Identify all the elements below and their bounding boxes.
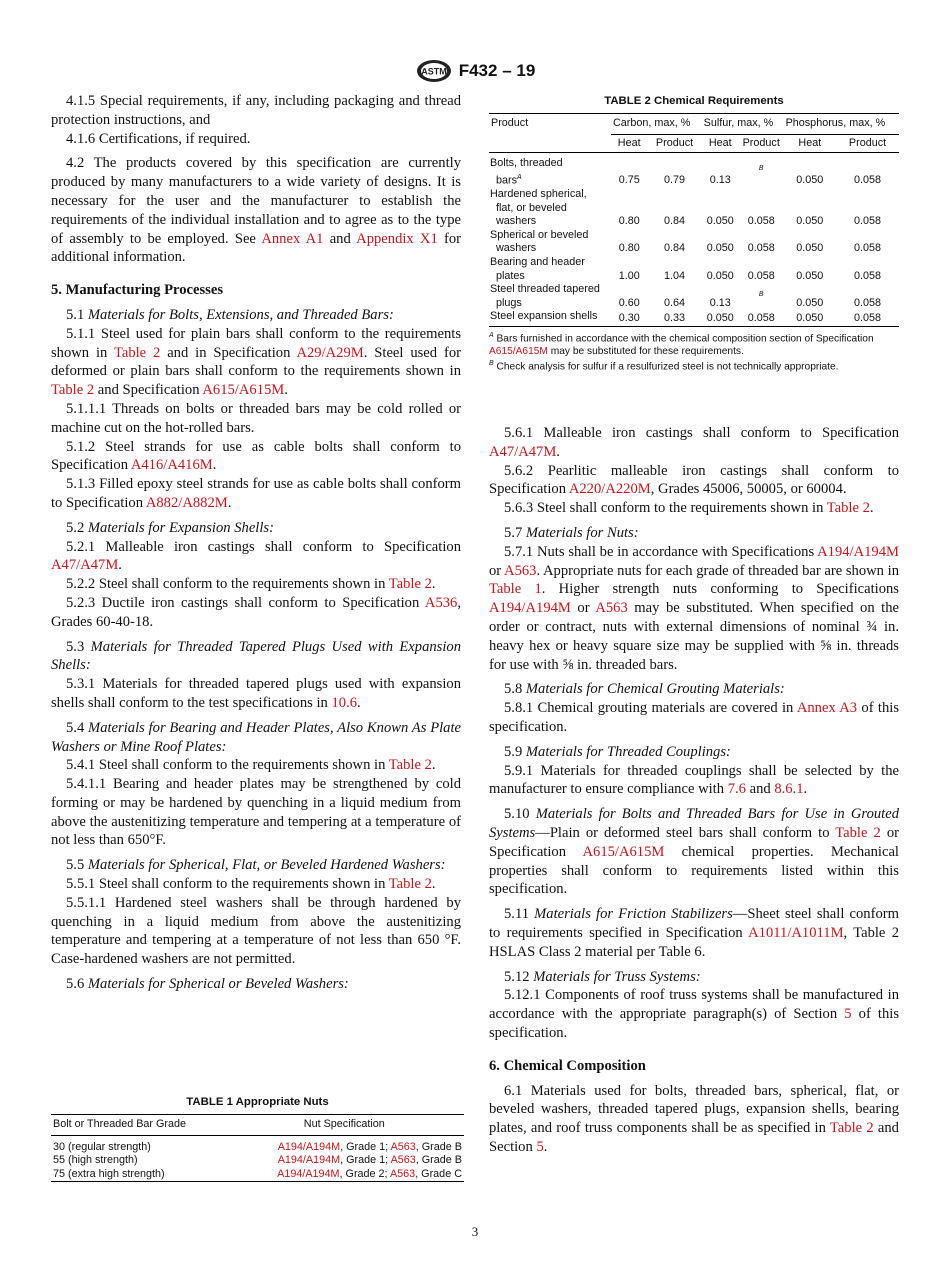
para-4-2: 4.2 The products covered by this specification are currently produced by many manufacturers to a wide variety of designs. It is necessary for the user and the manufacturer to establish the requirements of the individual installation and to agree as to the type of assembly to be employed. See Annex A1 and Appendix X1 for additional information. (51, 155, 462, 266)
table-row: Steel expansion shells 0.30 0.33 0.050 0.058 0.050 0.058 (490, 310, 882, 325)
link-a194[interactable]: A194/A194M (277, 1140, 341, 1153)
link-a563[interactable]: A563 (595, 600, 628, 617)
link-a1011[interactable]: A1011/A1011M (748, 924, 844, 941)
link-10-6[interactable]: 10.6 (331, 694, 358, 711)
para-5-8-1: 5.8.1 Chemical grouting materials are covered in Annex A3 of this specification. (489, 700, 899, 735)
table-2 (489, 95, 899, 374)
table-row: Hardened spherical, flat, or beveled washers 0.80 0.84 0.050 0.058 0.050 0.058 (490, 187, 882, 228)
table-2-header-phosphorus: Phosphorus, max, % (785, 117, 886, 129)
link-table-2[interactable]: Table 2 (826, 500, 870, 517)
para-5-12-1: 5.12.1 Components of roof truss systems shall be manufactured in accordance with the appropriate paragraph(s) of Section 5 of this specification. (489, 987, 899, 1041)
table-2-footnotes (489, 330, 899, 375)
section-6-heading: 6. Chemical Composition (489, 1057, 646, 1074)
para-5-6-3: 5.6.3 Steel shall conform to the requirements shown in Table 2. (504, 500, 874, 517)
link-a47[interactable]: A47/A47M (489, 443, 557, 460)
link-appendix-x1[interactable]: Appendix X1 (356, 230, 438, 247)
link-table-2[interactable]: Table 2 (388, 757, 432, 774)
svg-text:ASTM: ASTM (420, 66, 447, 77)
link-a563[interactable]: A563 (389, 1167, 416, 1180)
para-5-6-1: 5.6.1 Malleable iron castings shall conform to Specification A47/A47M. (489, 425, 899, 460)
para-5-9-1: 5.9.1 Materials for threaded couplings shall be selected by the manufacturer to ensure compliance with 7.6 and 8.6.1. (489, 762, 899, 798)
link-table-2[interactable]: Table 2 (829, 1120, 874, 1137)
para-5-4: 5.4 Materials for Bearing and Header Plates, Also Known As Plate Washers or Mine Roof Plates: (51, 719, 461, 755)
link-a615[interactable]: A615/A615M (489, 345, 548, 357)
table-row: 55 (high strength) A194/A194M, Grade 1; A563, Grade B (53, 1154, 462, 1167)
table-2-header-sulfur: Sulfur, max, % (703, 117, 774, 129)
page-header (0, 58, 950, 86)
document-id: F432 – 19 (458, 61, 536, 80)
para-5-1-3: 5.1.3 Filled epoxy steel strands for use as cable bolts shall conform to Specification A882/A882M. (51, 476, 461, 511)
para-5-1-2: 5.1.2 Steel strands for use as cable bolts shall conform to Specification A416/A416M. (51, 438, 461, 474)
para-5-7: 5.7 Materials for Nuts: (504, 524, 639, 541)
link-annex-a1[interactable]: Annex A1 (261, 230, 324, 247)
para-5-4-1: 5.4.1 Steel shall conform to the requirements shown in Table 2. (66, 757, 436, 774)
table-1-header-nut: Nut Specification (225, 1115, 464, 1136)
para-5-1: 5.1 Materials for Bolts, Extensions, and Threaded Bars: (66, 306, 394, 323)
para-5-2: 5.2 Materials for Expansion Shells: (66, 519, 274, 536)
link-a220[interactable]: A220/A220M (568, 481, 651, 498)
link-8-6-1[interactable]: 8.6.1 (774, 781, 804, 798)
left-column (51, 92, 461, 994)
para-5-1-1-1: 5.1.1.1 Threads on bolts or threaded bars may be cold rolled or machine cut on the hot-rolled bars. (51, 400, 461, 436)
para-5-11: 5.11 Materials for Friction Stabilizers—Sheet steel shall conform to requirements specified in Specification A1011/A1011M, Table 2 HSLAS Class 2 material per Table 6. (489, 906, 899, 960)
astm-logo-icon (415, 58, 453, 84)
para-5-2-1: 5.2.1 Malleable iron castings shall conform to Specification A47/A47M. (51, 538, 461, 574)
section-5-heading: 5. Manufacturing Processes (51, 282, 223, 299)
para-5-4-1-1: 5.4.1.1 Bearing and header plates may be strengthened by cold forming or may be hardened by quenching in a liquid medium from above the austenitizing temperature and tempering at a temperature of not less than 650°F. (51, 776, 461, 849)
link-table-2[interactable]: Table 2 (388, 876, 432, 893)
link-a882[interactable]: A882/A882M (145, 494, 228, 511)
link-a563[interactable]: A563 (390, 1140, 416, 1153)
table-row: 30 (regular strength) A194/A194M, Grade 1; A563, Grade B (53, 1140, 462, 1153)
table-2-title: TABLE 2 Chemical Requirements (604, 95, 784, 107)
link-section-5[interactable]: 5 (536, 1138, 544, 1155)
table-1-title: TABLE 1 Appropriate Nuts (186, 1096, 329, 1108)
link-annex-a3[interactable]: Annex A3 (796, 700, 858, 717)
table-2-grid: Product Carbon, max, % Sulfur, max, % Phosphorus, max, % Heat Product Heat Product Heat Product Bolts, threaded bars$^A$ 0.75 0.79 0.13 $^B$ 0.050 0.058 Hardened spherical, flat, or beveled washers 0.80 0.84 0.050 0.058 0.050 0.058 Spherical or beveled washers 0.80 0.84 0.050 0.058 0.050 0.058 Bearing and header plates 1.00 1.04 0.050 0.058 0.050 0.058 Steel threaded tapered plugs 0.60 0.64 0.13 $^B$ 0.050 0.058 Steel expansion shells 0.30 0.33 0.050 0.058 0.050 0.058 (489, 113, 899, 327)
para-5-12: 5.12 Materials for Truss Systems: (504, 968, 701, 985)
table-1-header-grade: Bolt or Threaded Bar Grade (51, 1115, 225, 1136)
table-1 (51, 1096, 464, 1182)
footnote-b: $^B$ Check analysis for sulfur if a resulfurized steel is not technically appropriate. (489, 360, 839, 373)
para-5-5-1: 5.5.1 Steel shall conform to the requirements shown in Table 2. (66, 876, 436, 893)
para-4-1-5: 4.1.5 Special requirements, if any, including packaging and thread protection instructions, and (51, 93, 461, 128)
table-row: Steel threaded tapered plugs 0.60 0.64 0.13 $^B$ 0.050 0.058 (490, 283, 882, 309)
table-1-grid (51, 1114, 464, 1182)
link-a47[interactable]: A47/A47M (51, 557, 119, 574)
table-2-header-product: Product (491, 117, 529, 129)
para-4-1-6: 4.1.6 Certifications, if required. (66, 130, 251, 147)
footnote-a: $^A$ Bars furnished in accordance with the chemical composition section of Specification A615/A615M may be substituted for these requirements. (489, 331, 874, 357)
link-a416[interactable]: A416/A416M (130, 457, 213, 474)
link-table-1[interactable]: Table 1 (489, 581, 542, 598)
para-5-9: 5.9 Materials for Threaded Couplings: (504, 743, 731, 760)
link-a563[interactable]: A563 (504, 562, 537, 579)
para-5-8: 5.8 Materials for Chemical Grouting Materials: (504, 681, 785, 698)
link-table-2[interactable]: Table 2 (113, 344, 161, 361)
para-5-3: 5.3 Materials for Threaded Tapered Plugs Used with Expansion Shells: (51, 638, 462, 674)
para-5-5-1-1: 5.5.1.1 Hardened steel washers shall be through hardened by quenching in a liquid medium from above the austenitizing temperature and tempering at a temperature of not less than 650 °F. Case-hardened washers are not permitted. (51, 894, 461, 968)
para-5-2-3: 5.2.3 Ductile iron castings shall conform to Specification A536, Grades 60-40-18. (51, 594, 461, 630)
para-5-3-1: 5.3.1 Materials for threaded tapered plugs used with expansion shells shall conform to the test specifications in 10.6. (51, 676, 461, 711)
para-5-6: 5.6 Materials for Spherical or Beveled Washers: (66, 976, 349, 993)
table-row: Bolts, threaded bars$^A$ 0.75 0.79 0.13 $^B$ 0.050 0.058 (490, 157, 882, 187)
link-a194[interactable]: A194/A194M (277, 1167, 340, 1180)
table-row: 75 (extra high strength) A194/A194M, Grade 2; A563, Grade C (53, 1167, 462, 1180)
link-a563[interactable]: A563 (390, 1154, 416, 1167)
para-5-6-2: 5.6.2 Pearlitic malleable iron castings shall conform to Specification A220/A220M, Grades 45006, 50005, or 60004. (489, 462, 899, 498)
link-a615[interactable]: A615/A615M (202, 382, 285, 399)
para-5-1-1: 5.1.1 Steel used for plain bars shall conform to the requirements shown in Table 2 and in Specification A29/A29M. Steel used for deformed or plain bars shall conform to the requirements shown in Table 2 and Specification A615/A615M. (51, 325, 461, 399)
link-table-2[interactable]: Table 2 (388, 576, 432, 593)
link-section-5[interactable]: 5 (844, 1006, 852, 1023)
link-a194[interactable]: A194/A194M (277, 1154, 341, 1167)
para-5-10: 5.10 Materials for Bolts and Threaded Bars for Use in Grouted Systems—Plain or deformed steel bars shall conform to Table 2 or Specification A615/A615M chemical properties. Mechanical properties shall conform to requirements listed within this specification. (489, 806, 899, 898)
table-row: Bearing and header plates 1.00 1.04 0.050 0.058 0.050 0.058 (490, 255, 882, 282)
link-7-6[interactable]: 7.6 (727, 781, 746, 798)
link-a536[interactable]: A536 (424, 594, 458, 611)
table-row: Spherical or beveled washers 0.80 0.84 0.050 0.058 0.050 0.058 (490, 228, 882, 255)
para-5-7-1: 5.7.1 Nuts shall be in accordance with Specifications A194/A194M or A563. Appropriate nuts for each grade of threaded bar are shown in Table 1. Higher strength nuts conforming to Specifications A194/A194M or A563 may be substituted. When specified on the order or contract, nuts with external dimensions of nominal ¾ in. heavy hex or heavy square size may be supplied with ⅝ in. threads for use with ⅝ in. threaded bars. (489, 543, 899, 673)
para-6-1: 6.1 Materials used for bolts, threaded bars, spherical, flat, or beveled washers, threaded tapered plugs, expansion shells, bearing plates, and roof truss components shall be as specified in Table 2 and Section 5. (489, 1082, 899, 1155)
para-5-2-2: 5.2.2 Steel shall conform to the requirements shown in Table 2. (66, 576, 436, 593)
link-table-2[interactable]: Table 2 (835, 824, 881, 841)
table-2-header-carbon: Carbon, max, % (613, 117, 691, 129)
para-5-5: 5.5 Materials for Spherical, Flat, or Beveled Hardened Washers: (66, 857, 446, 874)
link-a29[interactable]: A29/A29M (296, 344, 364, 361)
page-number: 3 (471, 1224, 479, 1239)
right-column (489, 424, 899, 1157)
link-a615[interactable]: A615/A615M (582, 843, 665, 860)
link-a194[interactable]: A194/A194M (817, 543, 899, 560)
link-table-2[interactable]: Table 2 (51, 382, 95, 399)
link-a194[interactable]: A194/A194M (489, 600, 571, 617)
